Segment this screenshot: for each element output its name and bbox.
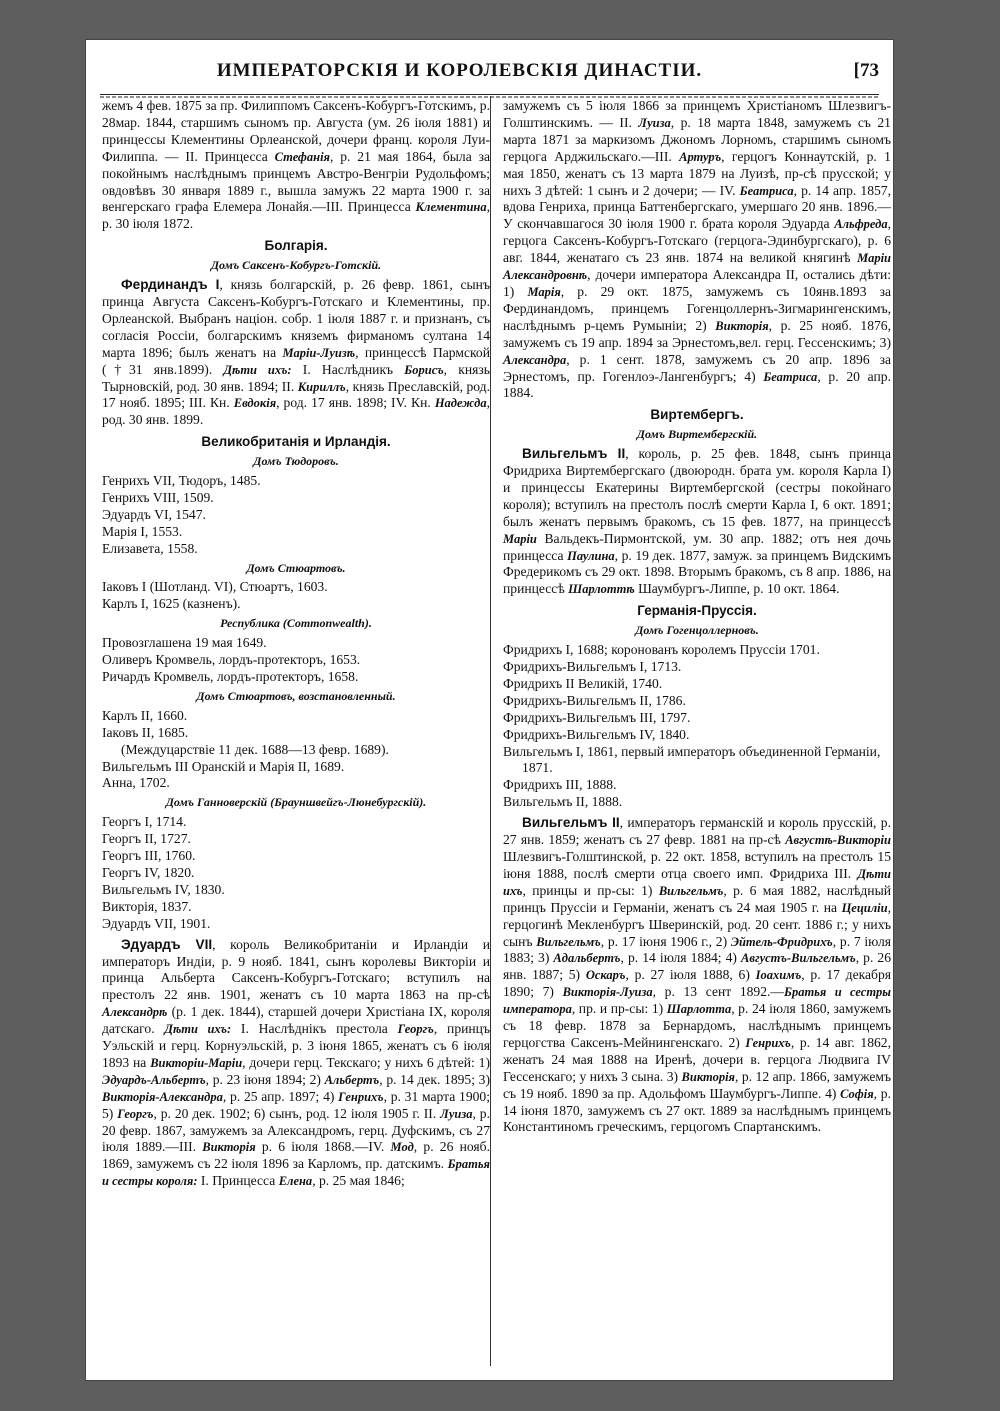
italic-name: Борисъ	[404, 362, 444, 377]
italic-name: Братья и сестры короля:	[102, 1157, 490, 1189]
list-item: Вильгельмъ III Оранскій и Марія II, 1689.	[102, 758, 345, 774]
italic-name: Маріи	[503, 531, 537, 546]
paragraph-wilhelm-ii-wurttemberg	[503, 446, 891, 598]
italic-name: Адальбертъ	[553, 951, 621, 966]
text-run: , р. 20 апр. 1884.	[503, 368, 891, 401]
text-run: , р. 19 дек. 1877, замуж. за принцемъ Видскимъ Фредерикомъ съ 29 окт. 1898. Вторымъ бракомъ, съ 8 апр. 1886, на принцессѣ	[503, 547, 891, 597]
text-run: , р. 17 декабря 1890; 7)	[503, 967, 892, 1000]
text-run: , р. 13 сент 1892.—	[652, 984, 785, 1000]
text-run: , р. 17 іюня 1906 г., 2)	[600, 933, 731, 949]
list-item: Фридрихъ-Вильгельмъ I, 1713.	[503, 659, 682, 674]
right-column	[503, 98, 891, 1136]
house-republic: Республика (Commonwealth).	[220, 616, 372, 631]
italic-name: Георгъ	[117, 1106, 154, 1121]
heading-bulgaria: Болгарія.	[264, 238, 328, 254]
heading-great-britain: Великобританія и Ирландія.	[201, 434, 391, 450]
italic-name: Викторія	[715, 318, 769, 333]
italic-name: Елена	[278, 1174, 313, 1189]
column-divider	[490, 96, 491, 1366]
list-item: Фридрихъ III, 1888.	[503, 777, 617, 793]
house-wurttemberg: Домъ Виртембергскій.	[636, 427, 758, 442]
house-stuart: Домъ Стюартовъ.	[246, 560, 346, 575]
italic-name: Александрѣ	[102, 1005, 168, 1020]
list-item: Викторія, 1837.	[102, 898, 192, 914]
text-run: , р. 29 окт. 1875, замужемъ съ 10янв.1893 за Фердинандомъ, принцемъ Гогенцоллернъ-Зигмарингенскимъ, наслѣднымъ р-цемъ Румыніи; 2)	[503, 283, 892, 333]
text-run: , р. 18 марта 1848, замужемъ съ 21 марта 1871 за маркизомъ Джономъ Лорномъ, старшимъ сыномъ герцога Арджильскаго.—III.	[503, 114, 891, 164]
list-item: Вильгельмъ I, 1861, первый императоръ объединенной Германіи, 1871.	[503, 743, 881, 776]
text-run: , р. 14 дек. 1895; 3)	[379, 1071, 490, 1087]
text-run: , принцъ Уэльскій и герц. Корнуэльскій, р. 3 іюня 1865, женатъ съ 6 іюля 1893 на	[102, 1021, 490, 1070]
list-item: Фридрихъ-Вильгельмъ II, 1786.	[503, 692, 686, 708]
italic-name: Евдокія	[233, 396, 277, 411]
list-item: Провозглашена 19 мая 1649.	[102, 635, 267, 651]
italic-name: Шарлотта	[666, 1002, 732, 1017]
italic-name: Стефанія	[274, 149, 330, 164]
list-item: Генрихъ VIII, 1509.	[102, 489, 214, 505]
bold-name: Вильгельмъ II	[522, 815, 620, 831]
text-run: (р. 1 дек. 1844), старшей дочери Христіана IX, короля датскаго.	[102, 1004, 490, 1037]
italic-name: Мод	[390, 1140, 414, 1155]
paragraph-ferdinand	[102, 277, 490, 429]
italic-name: Альбертъ	[324, 1072, 380, 1087]
book-page	[86, 40, 893, 1380]
text-run: I. Принцесса	[197, 1173, 279, 1189]
text-run: Шаумбургъ-Липпе, р. 10 окт. 1864.	[634, 581, 840, 597]
list-item: Марія I, 1553.	[102, 523, 183, 539]
list-item: Фридрихъ-Вильгельмъ IV, 1840.	[503, 726, 690, 742]
italic-name: Цециліи	[841, 900, 888, 915]
text-run: I. Наслѣдникъ	[291, 361, 405, 377]
list-item: (Междуцарствіе 11 дек. 1688—13 февр. 1689).	[121, 741, 389, 757]
text-run: , князь Преславскій, род. 17 нояб. 1895; III. Кн.	[102, 378, 490, 411]
italic-name: Іоахимъ	[755, 968, 802, 983]
text-run: жемъ 4 фев. 1875 за пр. Филиппомъ Саксенъ-Кобургъ-Готскимъ, р. 28мар. 1844, старшимъ сыномъ пр. Августа (ум. 26 іюля 1881) и принцессы Клементины Орлеанской, дочери франц. короля Луи-Филиппа. — II. Принцесса	[102, 98, 490, 164]
list-item: Іаковъ I (Шотланд. VI), Стюартъ, 1603.	[102, 579, 328, 595]
text-run: замужемъ съ 5 іюля 1866 за принцемъ Христіаномъ Шлезвигъ-Голштинскимъ. — II.	[503, 98, 891, 130]
list-item: Вильгельмъ IV, 1830.	[102, 881, 225, 897]
italic-name: Александра	[503, 352, 567, 367]
text-run: , р. 7 іюля 1883; 3)	[503, 933, 891, 966]
text-run: , р. 26 нояб. 1869, замужемъ съ 22 іюля 1896 за Карломъ, пр. датскимъ.	[102, 1139, 490, 1172]
paragraph-edward-siblings	[503, 98, 891, 402]
text-run: р. 6 іюля 1868.—IV.	[255, 1139, 391, 1155]
text-run: , дочери герц. Текскаго; у нихъ 6 дѣтей: 1)	[242, 1054, 491, 1070]
italic-name: Маріи Александровнѣ	[503, 251, 891, 283]
bold-name: Вильгельмъ II	[522, 446, 626, 462]
italic-name: Викторія	[681, 1069, 735, 1084]
italic-name: Шарлоттѣ	[568, 582, 635, 597]
italic-name: Викторія-Александра	[102, 1089, 223, 1104]
italic-name: Маріи-Луизѣ	[282, 345, 356, 360]
list-item: Георгъ IV, 1820.	[102, 864, 195, 880]
italic-name: Марія	[527, 284, 561, 299]
italic-name: Надежда	[434, 396, 487, 411]
text-run: , принцы и пр-сы: 1)	[522, 882, 659, 898]
text-run: , р. 14 авг. 1862, женатъ 24 мая 1888 на Иренѣ, дочери в. герцога Людвига IV Гессенскаго; у нихъ 3 сына. 3)	[503, 1034, 891, 1084]
text-run: Вальдекъ-Пирмонтской, ум. 30 апр. 1882; отъ нея дочь принцесса	[503, 530, 891, 563]
text-run: , р. 26 янв. 1887; 5)	[503, 950, 892, 983]
text-run: , р. 25 нояб. 1876, замужемъ съ 19 апр. 1894 за Эрнестомъ,вел. герц. Гессенскимъ; 3)	[503, 317, 891, 350]
italic-name: Луиза	[638, 115, 671, 130]
text-run: , р. 14 апр. 1857, вдова Генриха, принца Баттенбергскаго, умершаго 20 янв. 1896.—У скончавшагося 30 іюля 1900 г. брата короля Эдуарда	[503, 182, 891, 232]
italic-name: Викторіи-Маріи	[150, 1055, 243, 1070]
text-run: , род. 30 янв. 1899.	[102, 395, 490, 428]
text-run: , р. 25 апр. 1897; 4)	[222, 1088, 339, 1104]
text-run: , р. 14 іюля 1884; 4)	[620, 950, 742, 966]
list-item: Георгъ III, 1760.	[102, 848, 196, 864]
italic-name: Викторія-Луиза	[562, 985, 653, 1000]
paragraph-belgian-daughters	[102, 98, 490, 233]
italic-name: Генрихъ	[338, 1089, 384, 1104]
italic-name: Августѣ-Викторіи	[785, 833, 891, 848]
heading-germany-prussia: Германія-Пруссія.	[637, 603, 757, 619]
paragraph-edward-vii	[102, 937, 490, 1191]
list-item: Іаковъ II, 1685.	[102, 724, 189, 740]
running-title: ИМПЕРАТОРСКІЯ И КОРОЛЕВСКІЯ ДИНАСТІИ.	[216, 60, 703, 81]
list-item: Георгъ I, 1714.	[102, 814, 187, 830]
text-run: , князь Тырновскій, род. 30 янв. 1894; II.	[102, 361, 490, 394]
text-run: , р. 20 дек. 1902; 6) сынъ, род. 12 іюля 1905 г. II.	[153, 1105, 441, 1121]
italic-name: Дѣти ихъ:	[223, 362, 292, 377]
text-run: , р. 27 іюля 1888, 6)	[625, 967, 756, 983]
text-run: , императоръ германскій и король прусскій, р. 27 янв. 1859; женатъ съ 27 февр. 1881 на пр-сѣ	[503, 815, 891, 848]
text-run: , герцогинѣ Мекленбургъ Шверинскій, род. 20 сент. 1886 г.; у нихъ сынъ	[503, 899, 891, 949]
text-run: , князь болгарскій, р. 26 февр. 1861, сынъ принца Августа Саксенъ-Кобургъ-Готскаго и Клементины, пр. Орлеанской. Выбранъ націон. собр. 1 іюля 1887 г. и признанъ, съ согласія Россіи, болгарскимъ княземъ фирманомъ султана 14 марта 1896; былъ женатъ на	[102, 277, 490, 360]
italic-name: Кириллъ	[297, 379, 346, 394]
italic-name: Софія	[840, 1086, 874, 1101]
italic-name: Вильгельмъ	[658, 883, 724, 898]
house-hanover: Домъ Ганноверскій (Брауншвейгъ-Люнебургскій).	[165, 795, 427, 810]
text-run: , р. 1 сент. 1878, замужемъ съ 20 апр. 1896 за Эрнестомъ, пр. Гогенлоэ-Лангенбургъ; 4)	[503, 351, 891, 384]
italic-name: Паулина	[567, 548, 615, 563]
page-header	[86, 54, 893, 84]
house-saxe-coburg: Домъ Саксенъ-Кобургъ-Готскій.	[210, 258, 382, 273]
italic-name: Беатриса	[763, 369, 818, 384]
list-item: Оливеръ Кромвель, лордъ-протекторъ, 1653.	[102, 652, 361, 668]
house-stuart-restored: Домъ Стюартовъ, возстановленный.	[196, 688, 396, 703]
bold-name: Эдуардъ VII	[121, 936, 213, 952]
list-item: Фридрихъ II Великій, 1740.	[503, 675, 663, 691]
text-run: , король Великобританіи и Ирландіи и императоръ Индіи, р. 9 нояб. 1841, сынъ королевы Викторіи и принца Альберта Саксенъ-Кобургъ-Готскаго; вступилъ на престолъ 22 янв. 1901, женатъ съ 10 марта 1863 на пр-сѣ	[102, 936, 490, 1003]
text-run: , король, р. 25 фев. 1848, сынъ принца Фридриха Виртембергскаго (двоюродн. брата ум. короля Карла I) и принцессы Екатерины Виртембергской (сестры покойнаго короля); вступилъ на престолъ послѣ смерти Карла I, 6 окт. 1891; былъ женатъ первымъ бракомъ, съ 15 фев. 1877, на принцессѣ	[503, 446, 891, 529]
list-item: Эдуардъ VII, 1901.	[102, 915, 211, 931]
list-item: Фридрихъ-Вильгельмъ III, 1797.	[503, 709, 691, 725]
italic-name: Эйтель-Фридрихъ	[730, 934, 833, 949]
italic-name: Альфреда	[834, 217, 888, 232]
paragraph-wilhelm-ii-germany	[503, 815, 891, 1136]
heading-wurttemberg: Виртембергъ.	[650, 407, 744, 423]
italic-name: Клементина	[415, 200, 487, 215]
italic-name: Августъ-Вильгельмъ	[741, 951, 856, 966]
italic-name: Дѣти ихъ:	[164, 1022, 232, 1037]
house-hohenzollern: Домъ Гогенцоллерновъ.	[635, 623, 759, 638]
text-run: , род. 17 янв. 1898; IV. Кн.	[276, 395, 435, 411]
italic-name: Генрихъ	[745, 1035, 791, 1050]
list-item: Фридрихъ I, 1688; коронованъ королемъ Пруссіи 1701.	[503, 642, 820, 658]
text-run: , принцессѣ Пармской (†31 янв.1899).	[102, 344, 490, 377]
italic-name: Дѣти ихъ	[503, 866, 891, 898]
list-item: Карлъ II, 1660.	[102, 707, 188, 723]
italic-name: Эдуардъ-Альбертъ	[102, 1072, 206, 1087]
text-run: , р. 23 іюня 1894; 2)	[205, 1071, 325, 1087]
list-item: Карлъ I, 1625 (казненъ).	[102, 596, 241, 612]
italic-name: Беатриса	[739, 183, 794, 198]
text-run: , герцога Саксенъ-Кобургъ-Готскаго (герцога-Эдинбургскаго), р. 6 авг. 1844, женатаго съ 23 янв. 1874 на великой княгинѣ	[503, 216, 891, 266]
header-rule	[100, 94, 879, 95]
text-run: , р. 20 февр. 1867, замужемъ за Александромъ, герц. Дуфскимъ, съ 27 іюля 1889.—III.	[102, 1105, 490, 1155]
text-run: , пр. и пр-сы: 1)	[571, 1001, 667, 1017]
text-run: , р. 25 мая 1846;	[312, 1173, 405, 1189]
text-run: , р. 21 мая 1864, была за покойнымъ наслѣднымъ принцемъ Австро-Венгріи Рудольфомъ; овдовѣвъ 30 января 1889 г., вышла замужъ 22 марта 1900 г. за венгерскаго графа Елемера Лонайя.—III. Принцесса	[102, 148, 490, 215]
italic-name: Викторія	[202, 1140, 256, 1155]
text-run: I. Наслѣднікъ престола	[231, 1021, 398, 1037]
text-run: , р. 6 мая 1882, наслѣдный принцъ Пруссіи и Германіи, женатъ съ 24 мая 1905 г. на	[503, 882, 891, 915]
text-run: , р. 12 апр. 1866, замужемъ съ 19 нояб. 1890 за пр. Адольфомъ Шаумбургъ-Липпе. 4)	[503, 1068, 891, 1101]
list-item: Елизавета, 1558.	[102, 540, 198, 556]
list-item: Ричардъ Кромвель, лордъ-протекторъ, 1658.	[102, 669, 359, 684]
text-run: , р. 14 іюня 1870, замужемъ съ 27 окт. 1889 за наслѣднымъ принцемъ Константиномъ греческимъ, герцогомъ Спартанскимъ.	[503, 1085, 891, 1135]
list-item: Георгъ II, 1727.	[102, 831, 191, 847]
italic-name: Братья и сестры императора	[503, 985, 891, 1017]
italic-name: Георгъ	[397, 1022, 434, 1037]
italic-name: Артуръ	[679, 149, 722, 164]
page-number: [73	[853, 60, 879, 81]
text-run: , р. 30 іюля 1872.	[102, 199, 490, 232]
text-run: , дочери императора Александра II, остались дѣти: 1)	[503, 267, 891, 299]
list-item: Анна, 1702.	[102, 775, 170, 791]
list-item: Генрихъ VII, Тюдоръ, 1485.	[102, 473, 261, 489]
text-run: , р. 31 марта 1900; 5)	[102, 1088, 490, 1121]
italic-name: Луиза	[440, 1106, 473, 1121]
text-run: , р. 24 іюля 1860, замужемъ съ 18 февр. 1878 за Бернардомъ, наслѣднымъ принцемъ герцогства Саксенъ-Мейнингенскаго. 2)	[503, 1001, 891, 1050]
text-run: Шлезвигъ-Голштинской, р. 22 окт. 1858, вступилъ на престолъ 15 іюня 1888, послѣ смерти отца своего имп. Фридриха III.	[503, 848, 891, 881]
italic-name: Вильгельмъ	[536, 934, 601, 949]
list-item: Вильгельмъ II, 1888.	[503, 794, 623, 810]
house-tudor: Домъ Тюдоровъ.	[253, 454, 339, 469]
text-run: , герцогъ Коннаутскій, р. 1 мая 1850, женатъ съ 13 марта 1879 на Луизѣ, пр-сѣ прусской; у нихъ 3 дѣтей: 1 сынъ и 2 дочери; — IV.	[503, 148, 891, 198]
left-column	[102, 98, 490, 1190]
list-item: Эдуардъ VI, 1547.	[102, 506, 206, 522]
bold-name: Фердинандъ I	[121, 277, 220, 293]
italic-name: Оскаръ	[585, 968, 626, 983]
